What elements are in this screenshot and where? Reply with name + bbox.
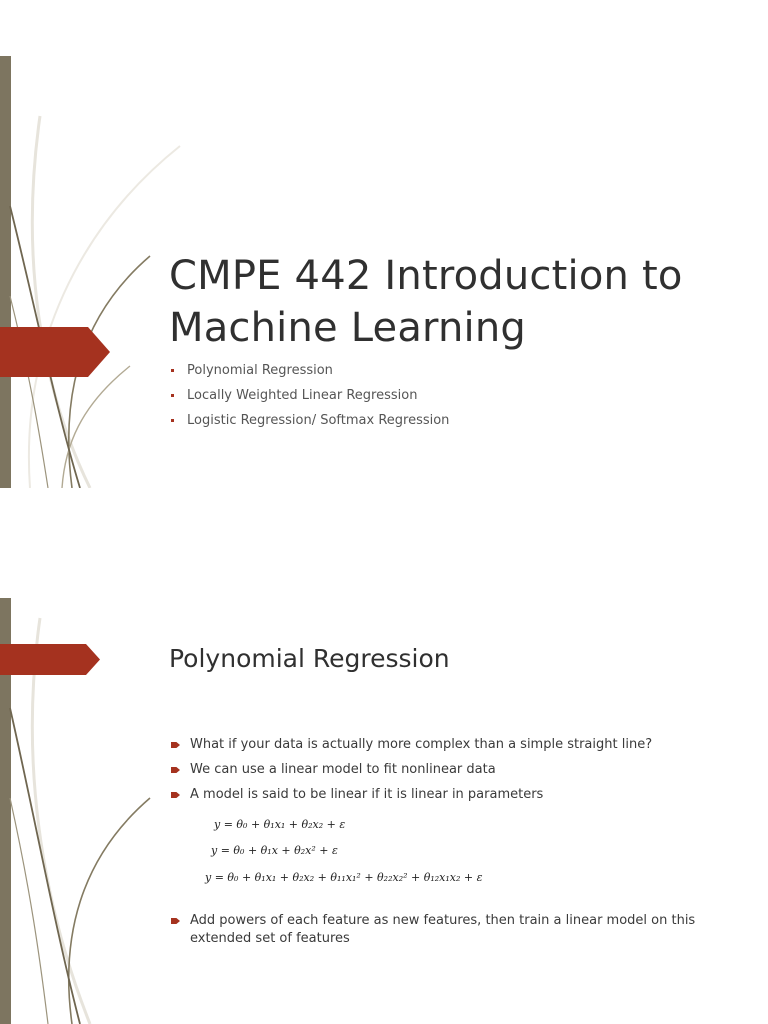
title-slide (0, 56, 768, 488)
bullet-item (171, 736, 710, 754)
bullet-icon (171, 394, 174, 397)
bullet-item (171, 912, 710, 948)
arrow-bullet-icon (171, 918, 180, 924)
bullet-text: What if your data is actually more complex than a simple straight line? (190, 737, 653, 752)
topic-label: Polynomial Regression (187, 363, 333, 378)
topic-list (171, 358, 449, 433)
topic-item (171, 383, 449, 408)
bullet-text: Add powers of each feature as new features, then train a linear model on this extended set of features (190, 913, 696, 946)
arrow-bullet-icon (171, 767, 180, 773)
slide-title-line: Machine Learning (169, 305, 527, 351)
bullet-text: A model is said to be linear if it is linear in parameters (190, 787, 544, 802)
topic-item (171, 408, 449, 433)
bullet-item (171, 786, 710, 804)
arrow-bullet-icon (171, 742, 180, 748)
topic-label: Locally Weighted Linear Regression (187, 388, 418, 403)
bullet-item (171, 761, 710, 779)
accent-arrow-shape (0, 644, 100, 675)
equation: y = θ₀ + θ₁x₁ + θ₂x₂ + θ₁₁x₁² + θ₂₂x₂² + θ₁₂x₁x₂ + ε (205, 871, 483, 884)
arrow-bullet-icon (171, 792, 180, 798)
content-slide (0, 598, 768, 1024)
slide-title-line: CMPE 442 Introduction to (169, 253, 683, 299)
equation: y = θ₀ + θ₁x + θ₂x² + ε (211, 844, 338, 857)
equation: y = θ₀ + θ₁x₁ + θ₂x₂ + ε (214, 818, 346, 831)
bullet-list (171, 736, 710, 811)
bullet-list (171, 912, 710, 955)
topic-item (171, 358, 449, 383)
bullet-text: We can use a linear model to fit nonlinear data (190, 762, 496, 777)
bullet-icon (171, 369, 174, 372)
accent-arrow-shape (0, 327, 110, 377)
topic-label: Logistic Regression/ Softmax Regression (187, 413, 450, 428)
slide-title: Polynomial Regression (169, 644, 450, 673)
bullet-icon (171, 419, 174, 422)
slide-title (169, 250, 749, 354)
